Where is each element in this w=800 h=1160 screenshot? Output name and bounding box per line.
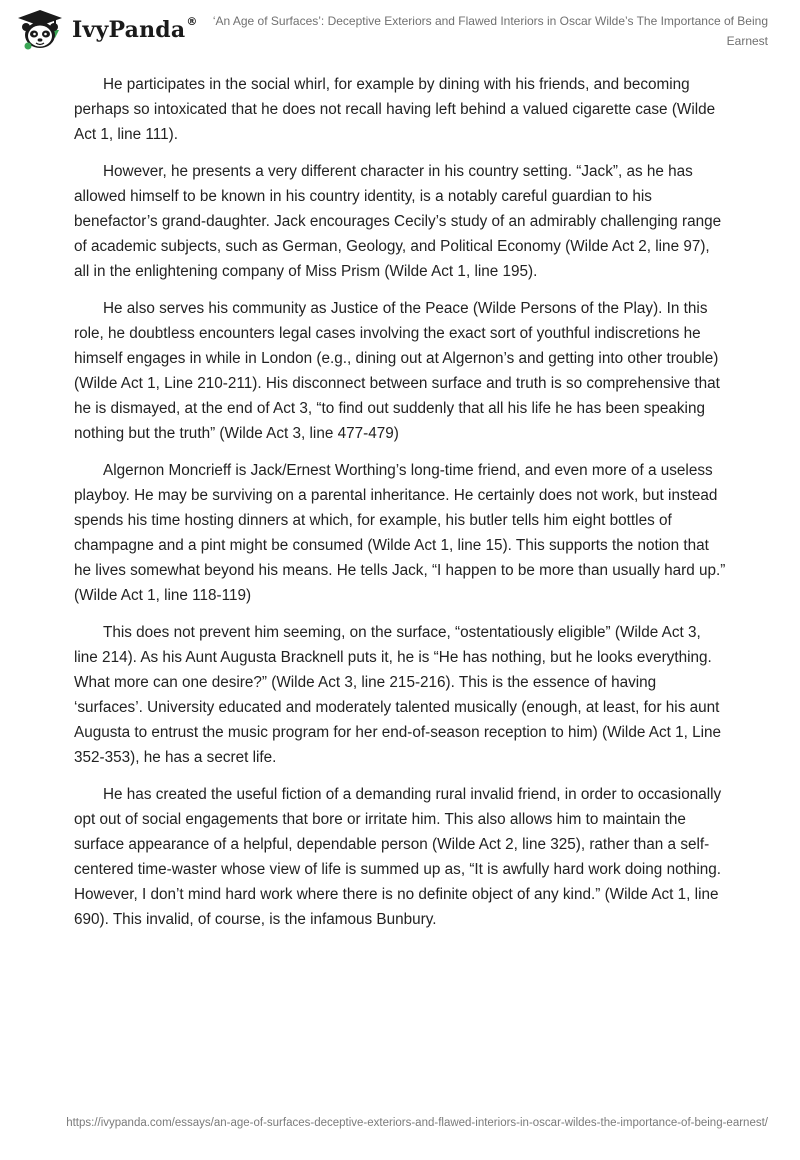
paragraph: This does not prevent him seeming, on the surface, “ostentatiously eligible” (Wilde Act 3, line 214). As his Aunt Augusta Bracknell puts it, he is “He has nothing, but he looks everything. What more can one desire?” (Wilde Act 3, line 215-216). This is the essence of having ‘surfaces’. University educated and moderately talented musically (enough, at least, for his aunt Augusta to entrust the music program for her end-of-season reception to him) (Wilde Act 1, Line 352-353), he has a secret life. — [74, 624, 722, 766]
paragraph: He has created the useful fiction of a demanding rural invalid friend, in order to occasionally opt out of social engagements that bore or irritate him. This also allows him to maintain the surface appearance of a helpful, dependable person (Wilde Act 2, line 325), rather than a self-centered time-waster whose view of life is summed up as, “It is awfully hard work doing nothing. However, I don’t mind hard work where there is no definite object of any kind.” (Wilde Act 1, line 690). This invalid, of course, is the infamous Bunbury. — [74, 786, 722, 928]
page-header — [0, 0, 800, 60]
paragraph: Algernon Moncrieff is Jack/Ernest Worthing’s long-time friend, and even more of a useless playboy. He may be surviving on a parental inheritance. He certainly does not work, but instead spends his time hosting dinners at which, for example, his butler tells him eight bottles of champagne and a pint might be consumed (Wilde Act 1, line 15). This supports the notion that he lives somewhat beyond his means. He tells Jack, “I happen to be more than usually hard up.” (Wilde Act 1, line 118-119) — [74, 462, 726, 604]
document-title: ‘An Age of Surfaces’: Deceptive Exteriors and Flawed Interiors in Oscar Wilde’s The Importance of Being Earnest — [212, 14, 768, 48]
logo-text: IvyPanda® — [72, 15, 198, 43]
source-url[interactable]: https://ivypanda.com/essays/an-age-of-surfaces-deceptive-exteriors-and-flawed-interiors-in-oscar-wildes-the-importance-of-being-earnest/ — [66, 1117, 768, 1129]
essay-body — [74, 72, 728, 944]
paragraph: He participates in the social whirl, for example by dining with his friends, and becoming perhaps so intoxicated that he does not recall having left behind a valued cigarette case (Wilde Act 1, line 111). — [74, 76, 716, 143]
ivypanda-logo[interactable] — [14, 8, 198, 52]
panda-graduate-icon — [14, 8, 66, 52]
registered-mark: ® — [186, 15, 198, 28]
paragraph: He also serves his community as Justice of the Peace (Wilde Persons of the Play). In this role, he doubtless encounters legal cases involving the exact sort of youthful indiscretions he himself engages in while in London (e.g., dining out at Algernon’s and getting into other trouble) (Wilde Act 1, Line 210-211). His disconnect between surface and truth is so comprehensive that he is dismayed, at the end of Act 3, “to find out suddenly that all his life he has been speaking nothing but the truth” (Wilde Act 3, line 477-479) — [74, 300, 720, 442]
paragraph: However, he presents a very different character in his country setting. “Jack”, as he has allowed himself to be known in his country identity, is a notably careful guardian to his benefactor’s grand-daughter. Jack encourages Cecily’s study of an admirably challenging range of academic subjects, such as German, Geology, and Political Economy (Wilde Act 2, line 97), all in the enlightening company of Miss Prism (Wilde Act 1, line 195). — [74, 163, 722, 280]
